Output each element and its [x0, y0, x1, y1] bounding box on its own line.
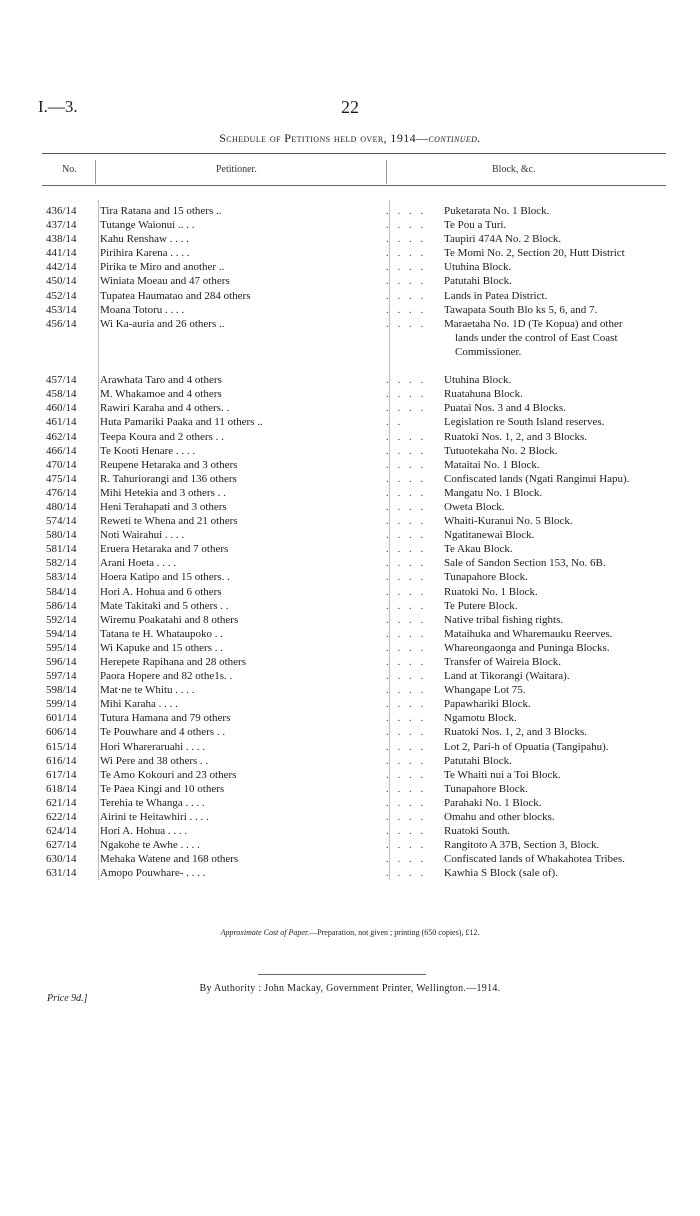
petitioner-name: Mat·ne te Whitu . . . . [100, 684, 195, 697]
petitioner-name: Te Amo Kokouri and 23 others [100, 768, 237, 781]
block-line: Transfer of Waireia Block. [444, 656, 562, 669]
leader-dots: . . . . [386, 486, 427, 499]
block-description [444, 401, 676, 415]
petitioner-name: Pirihira Karena . . . . [100, 247, 190, 260]
petitioner-name: Reweti te Whena and 21 others [100, 515, 238, 528]
block-description [444, 317, 676, 359]
leader-dots: . . . . [386, 261, 427, 274]
petition-number: 615/14 [46, 740, 77, 753]
leader-dots: . . . . [386, 529, 427, 542]
block-line: Ruatoki No. 1 Block. [444, 585, 538, 598]
leader-dots: . . . . [386, 247, 427, 260]
block-line: Te Momi No. 2, Section 20, Hutt District [444, 247, 625, 260]
table-row [46, 585, 676, 599]
petitioner-name: Teepa Koura and 2 others . . [100, 430, 224, 443]
petition-number: 475/14 [46, 472, 77, 485]
block-line: Lands in Patea District. [444, 289, 548, 302]
leader-dots: . . . . [386, 275, 427, 288]
leader-dots: . . . . [386, 698, 427, 711]
leader-dots: . . . . [386, 825, 427, 838]
table-row [46, 824, 676, 838]
table-row [46, 514, 676, 528]
block-description [444, 599, 676, 613]
petition-number: 462/14 [46, 430, 77, 443]
petition-number: 616/14 [46, 754, 77, 767]
block-description [444, 430, 676, 444]
petitioner-name: Kahu Renshaw . . . . [100, 233, 189, 246]
petition-number: 584/14 [46, 585, 77, 598]
table-row [46, 697, 676, 711]
column-header-block: Block, &c. [492, 164, 536, 175]
table-top-rule [42, 153, 666, 154]
table-row [46, 641, 676, 655]
petitioner-name: Terehia te Whanga . . . . [100, 796, 205, 809]
leader-dots: . . . . [386, 641, 427, 654]
block-description [444, 768, 676, 782]
table-row [46, 810, 676, 824]
table-row [46, 852, 676, 866]
column-header-no: No. [62, 164, 77, 175]
block-description [444, 838, 676, 852]
petitioner-name: Airini te Heitawhiri . . . . [100, 811, 209, 824]
block-line: Native tribal fishing rights. [444, 613, 564, 626]
petition-number: 598/14 [46, 684, 77, 697]
leader-dots: . . . . [386, 656, 427, 669]
schedule-title-continued: continued. [428, 131, 481, 145]
leader-dots: . . . . [386, 205, 427, 217]
block-line: Utuhina Block. [444, 261, 512, 274]
table-row [46, 500, 676, 514]
petition-number: 622/14 [46, 811, 77, 824]
table-row [46, 627, 676, 641]
table-row [46, 458, 676, 472]
block-description [444, 585, 676, 599]
block-description [444, 458, 676, 472]
block-description [444, 289, 676, 303]
petitioner-name: Heni Terahapati and 3 others [100, 500, 227, 513]
table-row [46, 866, 676, 880]
table-row [46, 542, 676, 556]
table-row [46, 274, 676, 288]
petitioner-name: Winiata Moeau and 47 others [100, 275, 230, 288]
column-header-petitioner: Petitioner. [216, 164, 257, 175]
petitioner-name: Mate Takitaki and 5 others . . [100, 599, 229, 612]
petitioner-name: Eruera Hetaraka and 7 others [100, 543, 229, 556]
block-line: Parahaki No. 1 Block. [444, 796, 542, 809]
block-description [444, 570, 676, 584]
leader-dots: . . . . [386, 430, 427, 443]
petitioner-name: R. Tahuriorangi and 136 others [100, 472, 237, 485]
block-line: Te Putere Block. [444, 599, 518, 612]
petition-number: 597/14 [46, 670, 77, 683]
block-line: Whareongaonga and Puninga Blocks. [444, 641, 610, 654]
leader-dots: . . . . [386, 712, 427, 725]
petition-number: 583/14 [46, 571, 77, 584]
petitioner-name: Herepete Rapihana and 28 others [100, 656, 246, 669]
block-line: Taupiri 474A No. 2 Block. [444, 233, 562, 246]
leader-dots: . . [386, 416, 404, 429]
table-row [46, 613, 676, 627]
petition-number: 594/14 [46, 627, 77, 640]
block-line: lands under the control of East Coast [455, 331, 618, 344]
leader-dots: . . . . [386, 613, 427, 626]
block-line: Ruatoki Nos. 1, 2, and 3 Blocks. [444, 726, 587, 739]
petition-number: 436/14 [46, 205, 77, 217]
block-line: Oweta Block. [444, 500, 505, 513]
block-description [444, 444, 676, 458]
leader-dots: . . . . [386, 233, 427, 246]
table-row [46, 387, 676, 401]
block-description [444, 740, 676, 754]
block-description [444, 669, 676, 683]
petition-number: 580/14 [46, 529, 77, 542]
petitioner-name: Mehaka Watene and 168 others [100, 853, 239, 866]
block-description [444, 866, 676, 880]
leader-dots: . . . . [386, 388, 427, 401]
leader-dots: . . . . [386, 303, 427, 316]
petitioner-name: Te Pouwhare and 4 others . . [100, 726, 226, 739]
block-line: Tutuotekaha No. 2 Block. [444, 444, 558, 457]
block-line: Papawhariki Block. [444, 698, 531, 711]
table-row [46, 725, 676, 739]
leader-dots: . . . . [386, 515, 427, 528]
cost-label: Approximate Cost of Paper. [220, 928, 310, 937]
petitioner-name: Tutura Hamana and 79 others [100, 712, 231, 725]
block-line: Whaiti-Kuranui No. 5 Block. [444, 515, 573, 528]
petitioner-name: Arani Hoeta . . . . [100, 557, 177, 570]
table-row [46, 655, 676, 669]
petition-number: 617/14 [46, 768, 77, 781]
petition-number: 595/14 [46, 641, 77, 654]
table-row [46, 232, 676, 246]
cost-text: —Preparation, not given ; printing (650 copies), £12. [309, 928, 480, 937]
petition-number: 461/14 [46, 416, 77, 429]
table-row [46, 430, 676, 444]
block-description [444, 472, 676, 486]
leader-dots: . . . . [386, 867, 427, 880]
petition-number: 458/14 [46, 388, 77, 401]
table-row [46, 556, 676, 570]
table-row [46, 204, 676, 218]
block-line: Sale of Sandon Section 153, No. 6B. [444, 557, 606, 570]
table-row [46, 218, 676, 232]
petition-number: 437/14 [46, 219, 77, 232]
block-description [444, 641, 676, 655]
petition-number: 618/14 [46, 782, 77, 795]
block-line: Lot 2, Pari-h of Opuatia (Tangipahu). [444, 740, 609, 753]
leader-dots: . . . . [386, 796, 427, 809]
block-description [444, 486, 676, 500]
petition-number: 476/14 [46, 486, 77, 499]
leader-dots: . . . . [386, 740, 427, 753]
leader-dots: . . . . [386, 402, 427, 415]
petitioner-name: Wiremu Poakatahi and 8 others [100, 613, 239, 626]
block-line: Commissioner. [455, 345, 522, 358]
block-description [444, 782, 676, 796]
table-row [46, 260, 676, 274]
table-row [46, 683, 676, 697]
leader-dots: . . . . [386, 317, 427, 330]
block-description [444, 810, 676, 824]
block-description [444, 697, 676, 711]
block-description [444, 725, 676, 739]
header-divider-1 [95, 160, 96, 184]
block-description [444, 514, 676, 528]
block-line: Te Akau Block. [444, 543, 513, 556]
leader-dots: . . . . [386, 472, 427, 485]
leader-dots: . . . . [386, 599, 427, 612]
petitioner-name: Huta Pamariki Paaka and 11 others .. [100, 416, 263, 429]
page-number: 22 [341, 97, 359, 117]
block-description [444, 683, 676, 697]
petition-number: 624/14 [46, 825, 77, 838]
price-note: Price 9d.] [47, 993, 88, 1004]
table-row [46, 768, 676, 782]
block-line: Kawhia S Block (sale of). [444, 867, 558, 880]
petition-number: 480/14 [46, 500, 77, 513]
block-description [444, 824, 676, 838]
block-description [444, 655, 676, 669]
petition-number: 599/14 [46, 698, 77, 711]
leader-dots: . . . . [386, 374, 427, 387]
block-line: Omahu and other blocks. [444, 811, 555, 824]
block-line: Te Pou a Turi. [444, 219, 507, 232]
block-line: Ruatoki Nos. 1, 2, and 3 Blocks. [444, 430, 587, 443]
block-line: Puketarata No. 1 Block. [444, 205, 550, 217]
leader-dots: . . . . [386, 289, 427, 302]
petitioner-name: Wi Ka-auria and 26 others .. [100, 317, 225, 330]
table-row [46, 754, 676, 768]
table-row [46, 373, 676, 387]
block-description [444, 260, 676, 274]
block-line: Patutahi Block. [444, 754, 512, 767]
petition-number: 460/14 [46, 402, 77, 415]
petitioner-name: Hori A. Hohua and 6 others [100, 585, 222, 598]
petitioner-name: Arawhata Taro and 4 others [100, 374, 222, 387]
block-description [444, 373, 676, 387]
petition-number: 453/14 [46, 303, 77, 316]
block-line: Whangape Lot 75. [444, 684, 526, 697]
table-row [46, 711, 676, 725]
petitioner-name: Pirika te Miro and another .. [100, 261, 225, 274]
petitioner-name: M. Whakamoe and 4 others [100, 388, 222, 401]
schedule-title [0, 131, 700, 146]
petitioner-name: Reupene Hetaraka and 3 others [100, 458, 238, 471]
block-line: Ruatoki South. [444, 825, 511, 838]
block-line: Ngamotu Block. [444, 712, 517, 725]
petition-number: 631/14 [46, 867, 77, 880]
block-description [444, 246, 676, 260]
table-row [46, 740, 676, 754]
block-line: Mangatu No. 1 Block. [444, 486, 543, 499]
table-row [46, 796, 676, 810]
block-line: Land at Tikorangi (Waitara). [444, 670, 570, 683]
block-description [444, 796, 676, 810]
block-line: Tawapata South Blo ks 5, 6, and 7. [444, 303, 598, 316]
petitioner-name: Hori Whareraruahi . . . . [100, 740, 206, 753]
leader-dots: . . . . [386, 500, 427, 513]
page-identifier: I.—3. [38, 97, 78, 116]
leader-dots: . . . . [386, 627, 427, 640]
petition-number: 442/14 [46, 261, 77, 274]
leader-dots: . . . . [386, 219, 427, 232]
block-description [444, 852, 676, 866]
block-line: Rangitoto A 37B, Section 3, Block. [444, 839, 600, 852]
petitioner-name: Wi Pere and 38 others . . [100, 754, 209, 767]
block-line: Puatai Nos. 3 and 4 Blocks. [444, 402, 566, 415]
petitioner-name: Noti Wairahui . . . . [100, 529, 185, 542]
block-description [444, 415, 676, 429]
block-line: Ngatitanewai Block. [444, 529, 535, 542]
table-row [46, 669, 676, 683]
petitioner-name: Ngakohe te Awhe . . . . [100, 839, 200, 852]
leader-dots: . . . . [386, 557, 427, 570]
petition-number: 456/14 [46, 317, 77, 330]
printer-authority: By Authority : John Mackay, Government Printer, Wellington.—1914. [199, 983, 501, 994]
block-description [444, 613, 676, 627]
block-line: Legislation re South Island reserves. [444, 416, 605, 429]
footer-rule [258, 974, 426, 975]
petitioner-name: Rawiri Karaha and 4 others. . [100, 402, 230, 415]
petitioner-name: Te Kooti Henare . . . . [100, 444, 196, 457]
block-line: Confiscated lands of Whakahotea Tribes. [444, 853, 625, 866]
leader-dots: . . . . [386, 811, 427, 824]
block-description [444, 542, 676, 556]
block-line: Te Whaiti nui a Toi Block. [444, 768, 561, 781]
petitions-table [46, 204, 676, 881]
block-description [444, 500, 676, 514]
table-row [46, 599, 676, 613]
leader-dots: . . . . [386, 585, 427, 598]
petition-number: 457/14 [46, 374, 77, 387]
block-line: Ruatahuna Block. [444, 388, 523, 401]
block-description [444, 274, 676, 288]
table-row [46, 317, 676, 359]
table-row [46, 303, 676, 317]
leader-dots: . . . . [386, 839, 427, 852]
leader-dots: . . . . [386, 571, 427, 584]
table-row [46, 444, 676, 458]
petition-number: 466/14 [46, 444, 77, 457]
leader-dots: . . . . [386, 754, 427, 767]
block-description [444, 528, 676, 542]
petition-number: 574/14 [46, 515, 77, 528]
petition-number: 601/14 [46, 712, 77, 725]
petition-number: 441/14 [46, 247, 77, 260]
petitioner-name: Tutange Waionui .. . . [100, 219, 195, 232]
petition-number: 606/14 [46, 726, 77, 739]
petitioner-name: Amopo Pouwhare- . . . . [100, 867, 206, 880]
leader-dots: . . . . [386, 543, 427, 556]
table-row [46, 570, 676, 584]
cost-note [0, 928, 700, 937]
row-gap [46, 359, 676, 373]
block-description [444, 711, 676, 725]
leader-dots: . . . . [386, 726, 427, 739]
block-line: Utuhina Block. [444, 374, 512, 387]
petitioner-name: Paora Hopere and 82 othe1s. . [100, 670, 233, 683]
block-description [444, 387, 676, 401]
block-line: Tunapahore Block. [444, 782, 528, 795]
block-description [444, 204, 676, 218]
table-row [46, 401, 676, 415]
block-line: Tunapahore Block. [444, 571, 528, 584]
petition-number: 586/14 [46, 599, 77, 612]
petition-number: 630/14 [46, 853, 77, 866]
block-line: Confiscated lands (Ngati Ranginui Hapu). [444, 472, 630, 485]
petitioner-name: Hori A. Hohua . . . . [100, 825, 188, 838]
leader-dots: . . . . [386, 444, 427, 457]
block-description [444, 218, 676, 232]
leader-dots: . . . . [386, 458, 427, 471]
leader-dots: . . . . [386, 853, 427, 866]
petition-number: 627/14 [46, 839, 77, 852]
table-row [46, 782, 676, 796]
petitioner-name: Tira Ratana and 15 others .. [100, 205, 222, 217]
header-divider-2 [386, 160, 387, 184]
petition-number: 438/14 [46, 233, 77, 246]
leader-dots: . . . . [386, 782, 427, 795]
table-row [46, 415, 676, 429]
table-row [46, 528, 676, 542]
table-row [46, 486, 676, 500]
block-description [444, 556, 676, 570]
petitioner-name: Tatana te H. Whataupoko . . [100, 627, 224, 640]
block-description [444, 303, 676, 317]
petition-number: 581/14 [46, 543, 77, 556]
table-row [46, 289, 676, 303]
petition-number: 596/14 [46, 656, 77, 669]
petition-number: 592/14 [46, 613, 77, 626]
block-description [444, 754, 676, 768]
petitioner-name: Hoera Katipo and 15 others. . [100, 571, 230, 584]
petition-number: 450/14 [46, 275, 77, 288]
table-row [46, 246, 676, 260]
block-line: Patutahi Block. [444, 275, 512, 288]
block-line: Maraetaha No. 1D (Te Kopua) and other [444, 317, 623, 330]
petition-number: 452/14 [46, 289, 77, 302]
petition-number: 470/14 [46, 458, 77, 471]
block-description [444, 232, 676, 246]
petition-number: 582/14 [46, 557, 77, 570]
block-line: Mataihuka and Wharemauku Reerves. [444, 627, 613, 640]
table-row [46, 472, 676, 486]
petitioner-name: Mihi Hetekia and 3 others . . [100, 486, 226, 499]
block-description [444, 627, 676, 641]
table-header-rule [42, 185, 666, 186]
table-row [46, 838, 676, 852]
petitioner-name: Moana Totoru . . . . [100, 303, 185, 316]
petitioner-name: Te Paea Kingi and 10 others [100, 782, 225, 795]
petition-number: 621/14 [46, 796, 77, 809]
petitioner-name: Wi Kapuke and 15 others . . [100, 641, 223, 654]
petitioner-name: Tupatea Haumatao and 284 others [100, 289, 251, 302]
petitioner-name: Mihi Karaha . . . . [100, 698, 178, 711]
block-line: Mataitai No. 1 Block. [444, 458, 540, 471]
schedule-title-main: Schedule of Petitions held over, 1914— [219, 131, 429, 145]
leader-dots: . . . . [386, 670, 427, 683]
leader-dots: . . . . [386, 684, 427, 697]
leader-dots: . . . . [386, 768, 427, 781]
